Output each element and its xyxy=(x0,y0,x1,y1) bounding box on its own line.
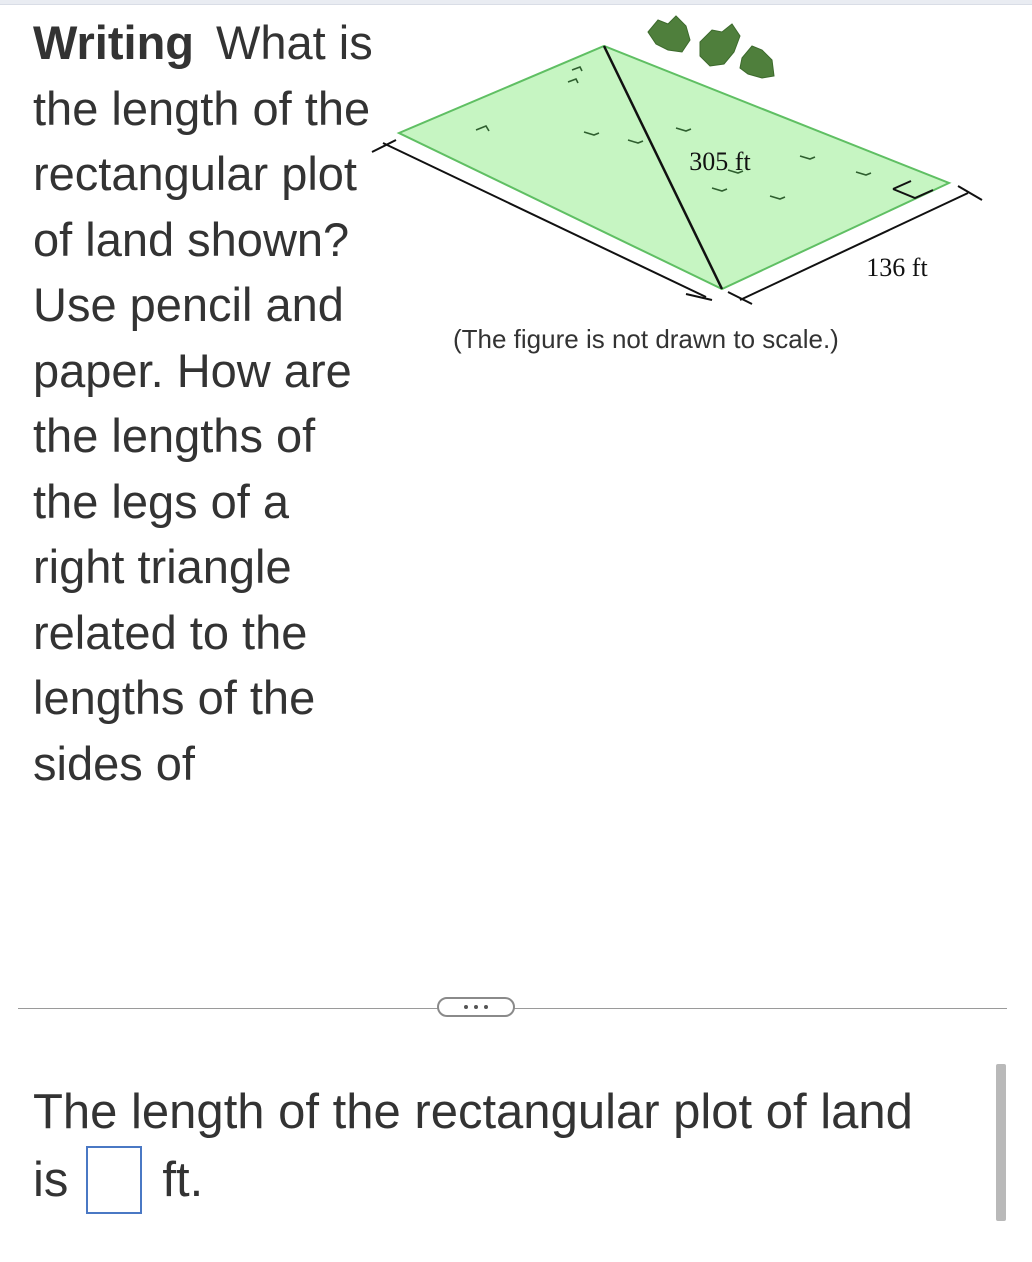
figure-caption: (The figure is not drawn to scale.) xyxy=(453,324,839,354)
width-length-label: 136 ft xyxy=(866,253,928,282)
answer-input[interactable] xyxy=(86,1146,142,1214)
question-text xyxy=(33,10,373,796)
ellipsis-icon xyxy=(484,1005,488,1009)
land-plot-figure xyxy=(362,10,1002,310)
tree-icon xyxy=(740,46,774,78)
ellipsis-icon xyxy=(474,1005,478,1009)
answer-section xyxy=(33,1078,988,1214)
question-body: What is the length of the rectangular plot of land shown? Use pencil and paper. How are the lengths of the legs of a right triangle related to the lengths of the sides of xyxy=(33,16,373,790)
answer-prompt: The length of the rectangular plot of land xyxy=(33,1085,913,1139)
tree-icon xyxy=(648,16,690,52)
expand-divider-button[interactable] xyxy=(437,997,515,1017)
diagonal-length-label: 305 ft xyxy=(689,147,751,176)
tree-icons xyxy=(648,16,774,78)
ellipsis-icon xyxy=(464,1005,468,1009)
question-label: Writing xyxy=(33,16,194,69)
tree-icon xyxy=(700,24,740,66)
answer-is-text: is xyxy=(33,1153,69,1207)
question-panel xyxy=(33,10,373,954)
top-border xyxy=(0,0,1032,5)
answer-row xyxy=(33,1146,988,1214)
answer-unit: ft. xyxy=(162,1153,204,1207)
scrollbar[interactable] xyxy=(996,1064,1006,1221)
